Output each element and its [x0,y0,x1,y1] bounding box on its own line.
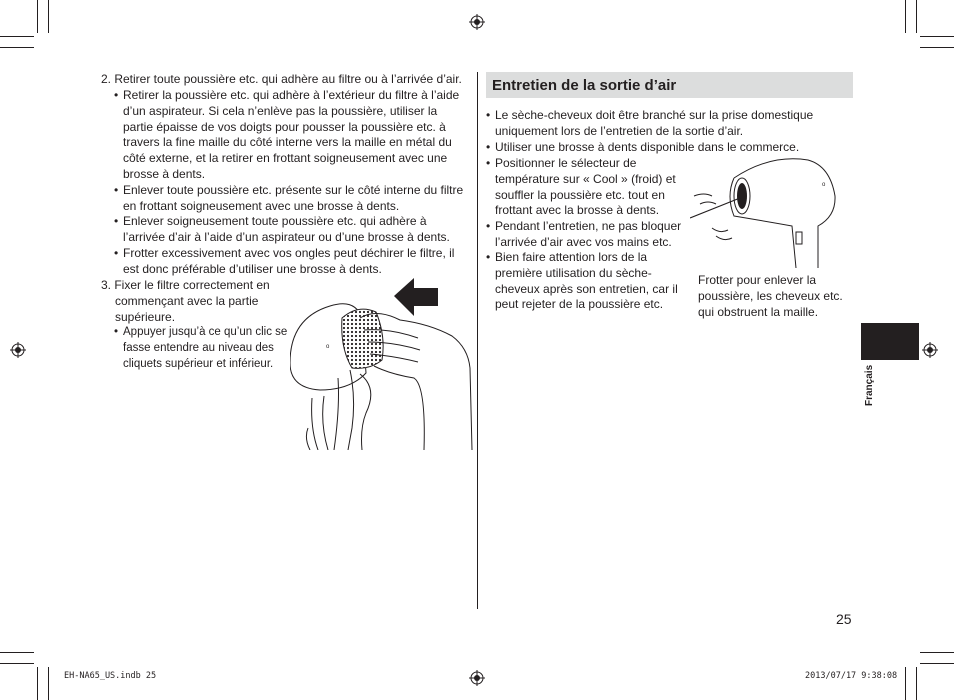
filter-attach-illustration [290,278,475,450]
page-number: 25 [836,611,852,627]
list-item [114,246,474,278]
registration-mark-icon [922,342,938,358]
line: Appuyer jusqu’à ce qu’un clic se [123,326,288,338]
bullet-icon: • [486,108,491,122]
list-item [486,108,853,140]
line: Enlever toute poussière etc. présente sur le côté interne du filtre [123,183,464,197]
step-2-heading: 2. Retirer toute poussière etc. qui adhère au filtre ou à l’arrivée d’air. [101,72,462,86]
arrow-left-icon [394,278,438,316]
line: travers la fine maille du côté interne vers la maille en métal du [123,135,452,150]
line: Enlever soigneusement toute poussière etc. qui adhère à [123,214,427,228]
bullet-icon: • [486,219,491,233]
bullet-icon: • [486,250,491,264]
bullet-icon: • [114,246,119,260]
crop-mark [905,0,906,33]
section-header [486,72,853,98]
crop-mark [0,663,34,664]
line: souffler la poussière etc. tout en [495,187,665,202]
line: brosse à dents. [123,166,206,181]
language-tab [861,323,919,360]
slug-timestamp: 2013/07/17 9:38:08 [805,671,898,681]
crop-mark [920,652,954,653]
language-label: Français [864,364,875,406]
registration-mark-icon [10,342,26,358]
line: commençant avec la partie [115,293,259,308]
line: Frotter pour enlever la [698,273,817,287]
line: supérieure. [115,309,176,324]
line: Positionner le sélecteur de [495,156,637,170]
crop-mark [48,667,49,700]
line: cheveux après son entretien, car il [495,281,678,296]
list-item [114,214,474,246]
line: poussière, les cheveux etc. [698,288,843,303]
crop-mark [48,0,49,33]
line: Le sèche-cheveux doit être branché sur la prise domestique [495,108,814,122]
line: Frotter excessivement avec vos ongles peut déchirer le filtre, il [123,246,455,260]
line: d’un aspirateur. Si cela n’enlève pas la poussière, utiliser la [123,103,438,118]
crop-mark [37,667,38,700]
crop-mark [0,47,34,48]
line: 3. Fixer le filtre correctement en [101,278,270,292]
line: est donc préférable d’utiliser une brosse à dents. [123,261,382,276]
registration-mark-icon [469,670,485,686]
svg-text:o: o [326,344,330,350]
section-title: Entretien de la sortie d’air [492,77,677,94]
bullet-icon: • [114,214,119,228]
registration-mark-icon [469,14,485,30]
line: en frottant soigneusement avec une brosse à dents. [123,198,400,213]
line: l’arrivée d’air avec vos mains etc. [495,234,672,249]
svg-text:o: o [822,182,826,188]
crop-mark [920,47,954,48]
crop-mark [916,0,917,33]
line: Retirer la poussière etc. qui adhère à l’extérieur du filtre à l’aide [123,88,460,102]
list-item [486,250,686,313]
bullet-icon: • [114,183,119,197]
line: frottant avec la brosse à dents. [495,203,660,218]
line: première utilisation du sèche- [495,265,652,280]
line: Utiliser une brosse à dents disponible dans le commerce. [495,140,800,154]
dryer-brush-illustration [690,156,840,268]
list-item [486,219,686,251]
step-3-heading [101,278,270,325]
list-item [486,140,853,156]
line: partie épaisse de vos doigts pour pousser la poussière etc. à [123,119,446,134]
line: côté externe, et la retirer en frottant soigneusement avec une [123,151,448,166]
illustration-caption [698,273,843,320]
crop-mark [0,36,34,37]
list-item [486,156,686,219]
crop-mark [920,663,954,664]
line: température sur « Cool » (froid) et [495,171,676,186]
list-item [114,183,474,215]
list-item [114,88,474,183]
line: cliquets supérieur et inférieur. [123,357,274,370]
line: fasse entendre au niveau des [123,341,274,354]
crop-mark [0,652,34,653]
line: uniquement lors de l’entretien de la sortie d’air. [495,123,744,138]
slug-filename: EH-NA65_US.indb 25 [64,671,157,681]
crop-mark [920,36,954,37]
line: qui obstruent la maille. [698,304,819,319]
line: Bien faire attention lors de la [495,250,648,264]
line: l’arrivée d’air à l’aide d’un aspirateur ou d’une brosse à dents. [123,229,450,244]
bullet-icon: • [486,140,491,154]
list-item [114,325,294,372]
crop-mark [905,667,906,700]
crop-mark [916,667,917,700]
line: peut rejeter de la poussière etc. [495,297,664,312]
bullet-icon: • [114,326,119,338]
bullet-icon: • [486,156,491,170]
bullet-icon: • [114,88,119,102]
column-divider [477,72,478,609]
crop-mark [37,0,38,33]
line: Pendant l’entretien, ne pas bloquer [495,219,682,233]
